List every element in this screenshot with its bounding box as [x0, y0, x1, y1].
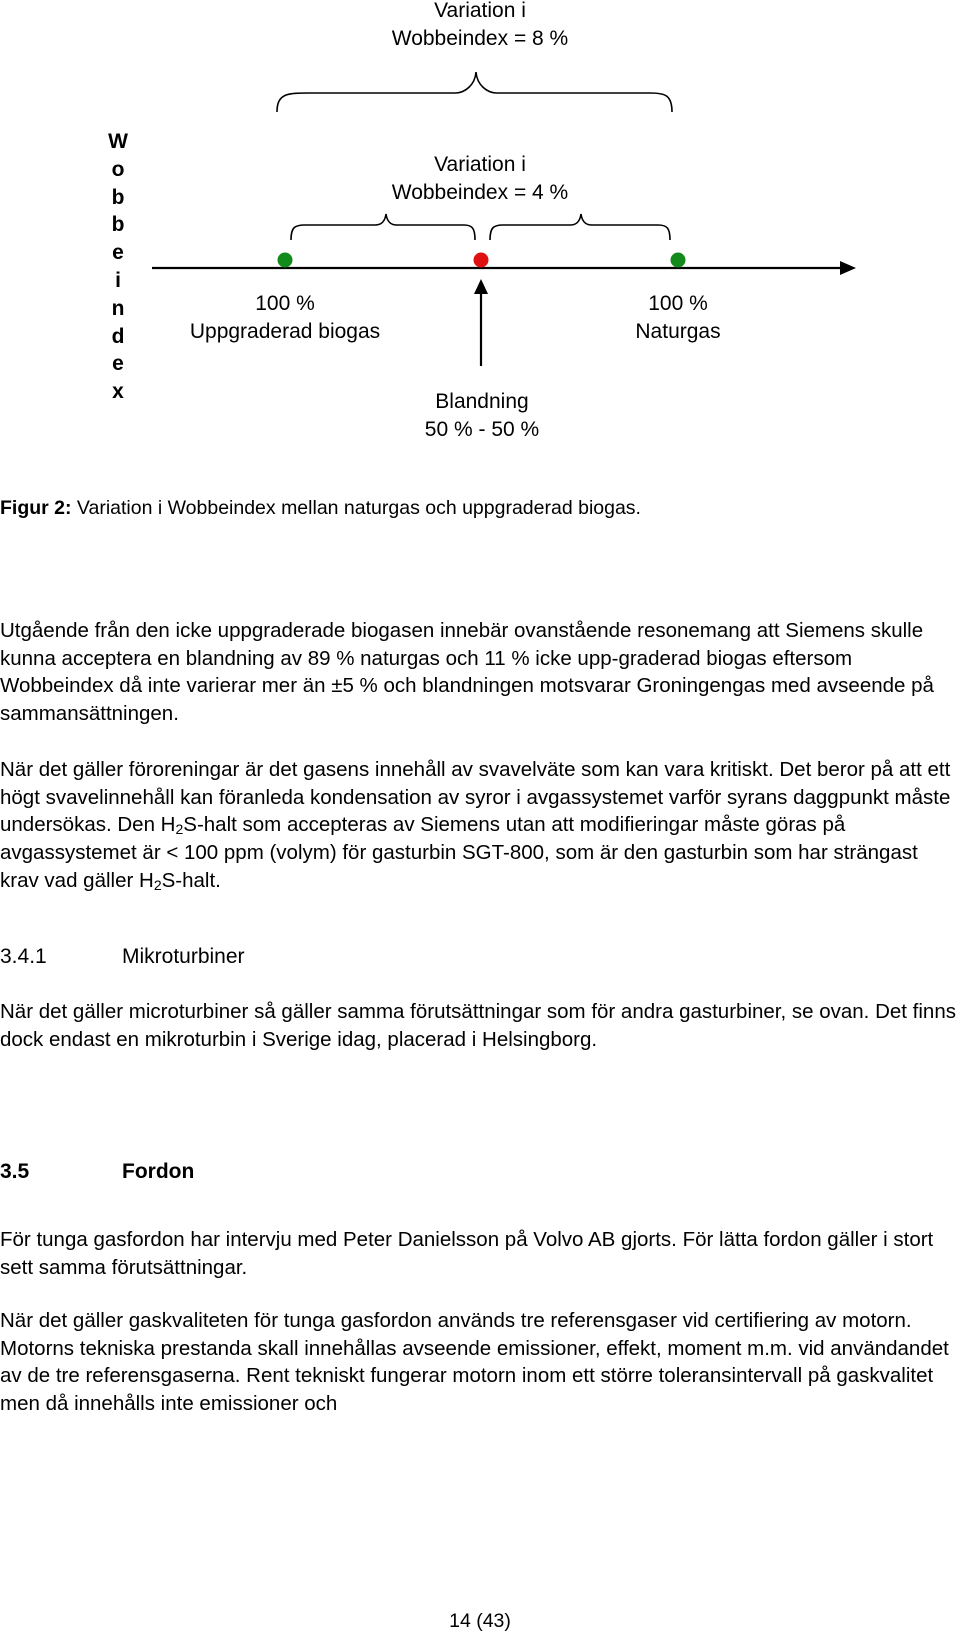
y-axis-letter: W	[108, 130, 128, 153]
right-brace	[490, 214, 670, 240]
y-axis-letter: d	[111, 324, 125, 348]
paragraph-4-text: För tunga gasfordon har intervju med Peter Danielsson på Volvo AB gjorts. För lätta fordon gäller i stort sett samma förutsättningar.	[0, 1228, 934, 1279]
biogas-label-line1: 100 %	[255, 292, 315, 315]
heading-3-5	[0, 1160, 194, 1184]
caption-text: Variation i Wobbeindex mellan naturgas och uppgraderad biogas.	[71, 497, 641, 519]
heading-3-5-title: Fordon	[122, 1160, 195, 1183]
paragraph-5-text: När det gäller gaskvaliteten för tunga gasfordon används tre referensgaser vid certifiering av motorn. Motorns tekniska prestanda skall innehållas avseende emissioner, effekt, moment m.m. vid användandet av de tre referensgaserna. Rent tekniskt fungerar motorn inom ett större toleransintervall på gaskvalitet men då innehålls inte emissioner och	[0, 1309, 949, 1416]
mid-variation-line1: Variation i	[434, 153, 526, 176]
mix-label-line1: Blandning	[435, 390, 529, 413]
paragraph-2-part-a: När det gäller föroreningar är det gasens innehåll av svavelväte som kan vara kritiskt. Det beror på att ett högt svavelinnehåll kan föranleda kondensation av syror i avgassystemet varför syrans daggpunkt måste undersökas. Den H	[0, 758, 951, 837]
top-variation-line1: Variation i	[434, 0, 526, 22]
caption-label: Figur 2:	[0, 497, 72, 519]
subscript-2-a: 2	[175, 821, 184, 838]
naturgas-label	[578, 290, 778, 346]
paragraph-2-part-b: S-halt som accepteras av Siemens utan att modifieringar måste göras på avgassystemet är < 100 ppm (volym) för gasturbin SGT-800, som är den gasturbin som har strängast krav vad gäller H	[0, 813, 918, 892]
heading-3-4-1-title: Mikroturbiner	[122, 945, 245, 968]
heading-3-4-1-number: 3.4.1	[0, 945, 47, 968]
x-axis-arrowhead	[840, 261, 856, 275]
y-axis-letter: n	[111, 296, 125, 320]
mix-label	[382, 388, 582, 444]
y-axis-letter: b	[111, 185, 125, 209]
y-axis-letter: b	[111, 213, 125, 237]
biogas-label-line2: Uppgraderad biogas	[189, 320, 381, 343]
subscript-2-b: 2	[153, 876, 162, 893]
y-axis-letter: o	[111, 157, 125, 181]
page-number: 14 (43)	[449, 1610, 511, 1632]
biogas-point	[278, 253, 293, 268]
y-axis-letter: i	[115, 268, 121, 292]
paragraph-1-text: Utgående från den icke uppgraderade biogasen innebär ovanstående resonemang att Siemens skulle kunna acceptera en blandning av 89 % naturgas och 11 % icke upp-graderad biogas eftersom Wobbeindex då inte varierar mer än ±5 % och blandningen motsvarar Groningengas med avseende på sammansättningen.	[0, 619, 934, 726]
paragraph-2-text	[0, 756, 960, 895]
mix-arrow-head	[474, 279, 488, 294]
biogas-label	[160, 290, 410, 346]
heading-3-4-1	[0, 945, 245, 969]
y-axis-letter: e	[112, 241, 124, 265]
paragraph-4	[0, 1226, 960, 1281]
top-variation-line2: Wobbeindex = 8 %	[391, 27, 569, 50]
top-brace	[277, 72, 672, 112]
paragraph-3-text: När det gäller microturbiner så gäller samma förutsättningar som för andra gasturbiner, se ovan. Det finns dock endast en mikroturbin i Sverige idag, placerad i Helsingborg.	[0, 1000, 956, 1051]
paragraph-1	[0, 617, 960, 728]
paragraph-2-part-c: S-halt.	[161, 868, 221, 892]
figure-caption	[0, 497, 641, 520]
naturgas-label-line2: Naturgas	[635, 320, 721, 343]
naturgas-label-line1: 100 %	[648, 292, 708, 315]
y-axis-letter: x	[112, 380, 124, 404]
paragraph-2	[0, 756, 960, 895]
paragraph-3	[0, 998, 960, 1053]
mid-variation-line2: Wobbeindex = 4 %	[391, 181, 569, 204]
y-axis-letter: e	[112, 352, 124, 376]
mix-point	[474, 253, 489, 268]
heading-3-5-number: 3.5	[0, 1160, 30, 1183]
mix-label-line2: 50 % - 50 %	[424, 418, 540, 441]
naturgas-point	[671, 253, 686, 268]
paragraph-5	[0, 1307, 960, 1418]
left-brace	[291, 214, 475, 240]
